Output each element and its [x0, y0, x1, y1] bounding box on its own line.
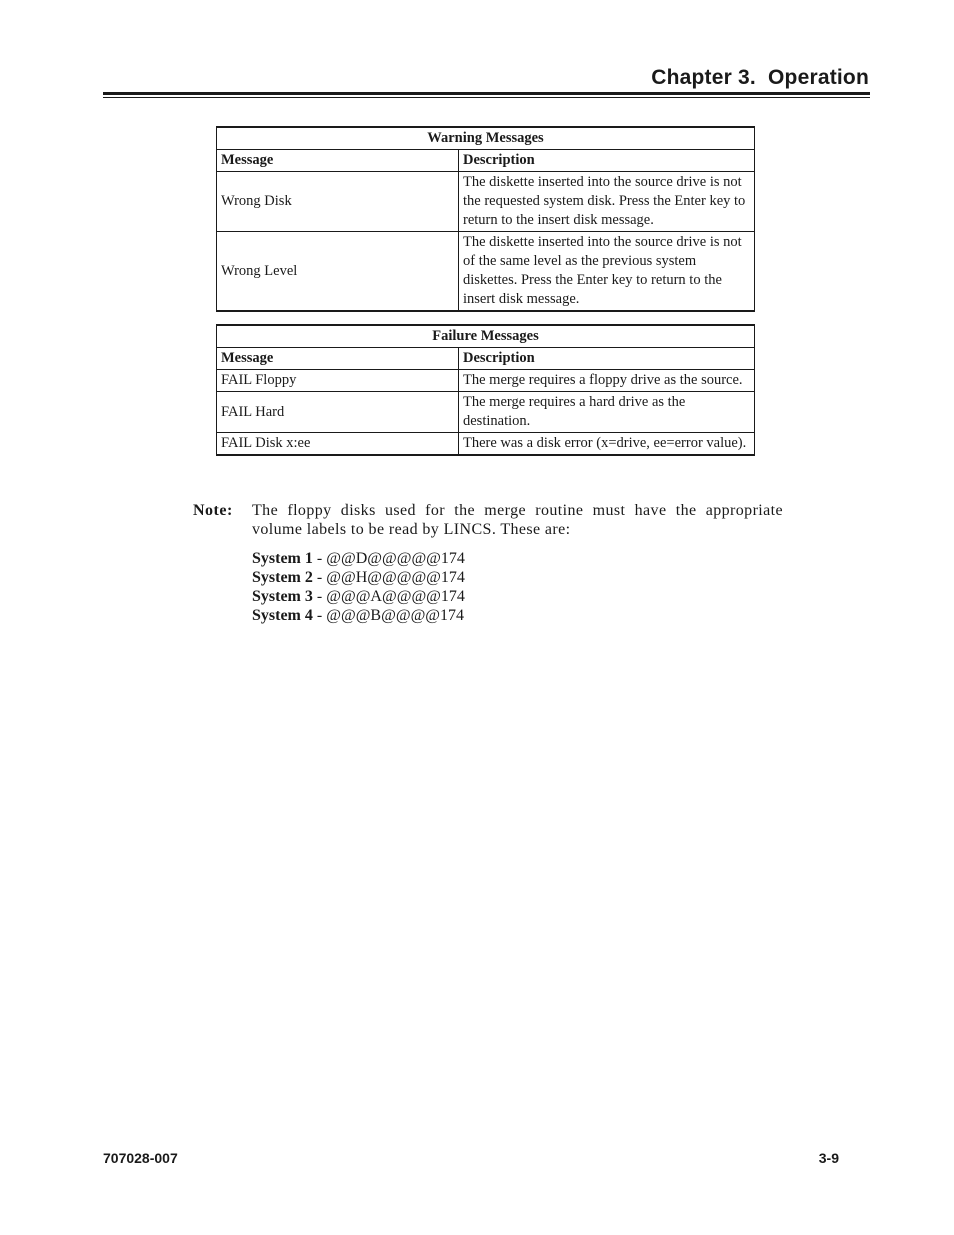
column-header-description: Description [459, 150, 755, 172]
table-caption: Failure Messages [217, 325, 755, 348]
message-cell: Wrong Level [217, 232, 459, 312]
table-row [217, 232, 755, 312]
volume-label: - @@H@@@@@174 [312, 569, 465, 586]
header-rule-thick [103, 92, 870, 95]
system-name: System 1 [252, 550, 313, 567]
list-item [252, 606, 465, 625]
header-rule-thin [103, 97, 870, 98]
description-cell: The diskette inserted into the source drive is not the requested system disk. Press the Enter key to return to the insert disk message. [459, 172, 755, 232]
column-header-message: Message [217, 348, 459, 370]
warning-messages-table [216, 126, 755, 312]
list-item [252, 568, 465, 587]
chapter-title: Chapter 3. Operation [651, 66, 869, 89]
column-header-message: Message [217, 150, 459, 172]
description-cell: There was a disk error (x=drive, ee=error value). [459, 433, 755, 456]
description-cell: The merge requires a floppy drive as the source. [459, 370, 755, 392]
table-caption: Warning Messages [217, 127, 755, 150]
description-cell: The merge requires a hard drive as the destination. [459, 392, 755, 433]
system-name: System 2 [252, 569, 313, 586]
volume-label: - @@@A@@@@174 [312, 588, 465, 605]
system-name: System 3 [252, 588, 313, 605]
message-cell: Wrong Disk [217, 172, 459, 232]
failure-messages-table [216, 324, 755, 456]
footer-page-number: 3-9 [818, 1150, 839, 1166]
description-cell: The diskette inserted into the source drive is not of the same level as the previous system diskettes. Press the Enter key to return to the insert disk message. [459, 232, 755, 312]
note-text: The floppy disks used for the merge routine must have the appropriate volume labels to be read by LINCS. These are: [252, 502, 783, 538]
volume-label: - @@@B@@@@174 [312, 607, 465, 624]
system-volume-labels [252, 549, 465, 625]
list-item [252, 587, 465, 606]
message-cell: FAIL Hard [217, 392, 459, 433]
table-row [217, 370, 755, 392]
message-cell: FAIL Disk x:ee [217, 433, 459, 456]
column-header-description: Description [459, 348, 755, 370]
table-row [217, 433, 755, 456]
volume-label: - @@D@@@@@174 [312, 550, 465, 567]
footer-doc-number: 707028-007 [103, 1150, 178, 1166]
note-block [193, 501, 783, 539]
table-row [217, 392, 755, 433]
table-row [217, 172, 755, 232]
list-item [252, 549, 465, 568]
note-label: Note: [193, 502, 233, 519]
system-name: System 4 [252, 607, 313, 624]
message-cell: FAIL Floppy [217, 370, 459, 392]
